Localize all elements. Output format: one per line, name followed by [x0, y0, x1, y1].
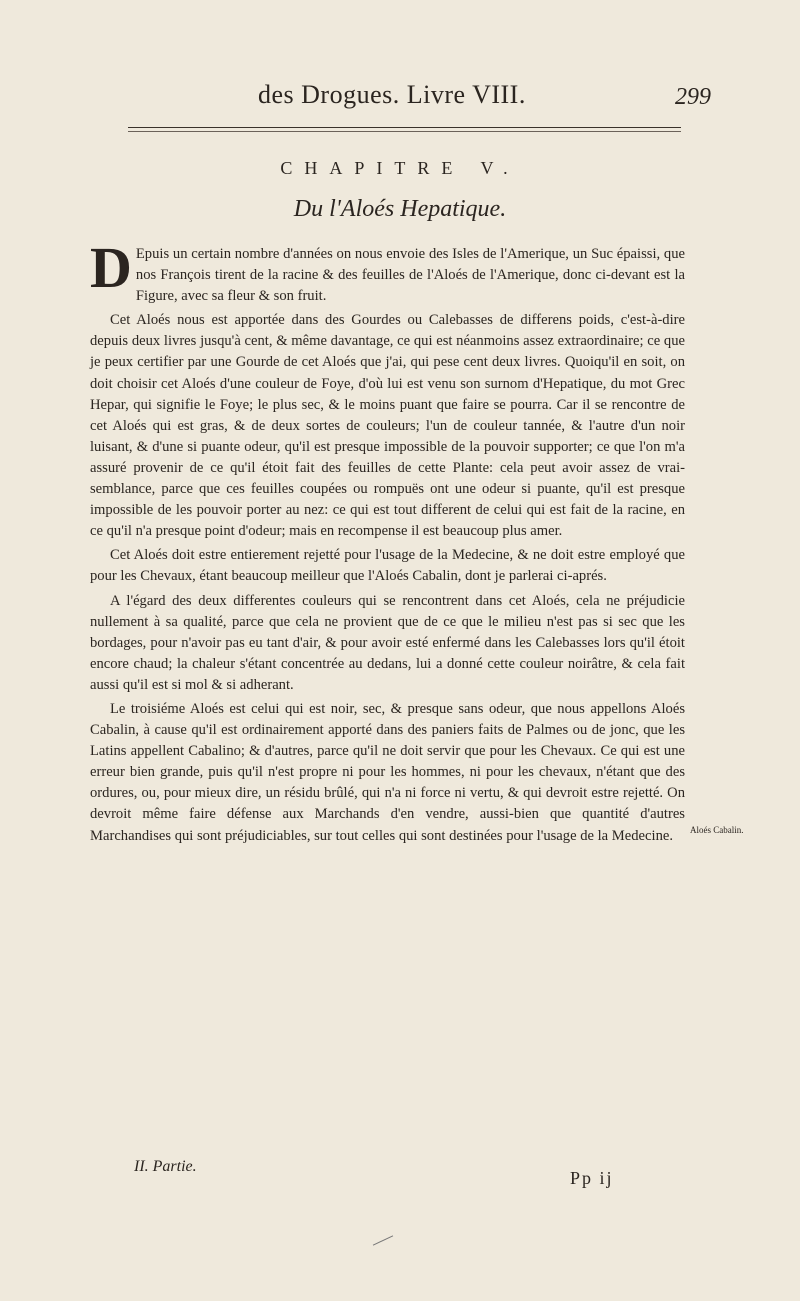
main-text	[90, 235, 685, 850]
part-signature: II. Partie.	[134, 1158, 197, 1175]
stray-mark	[373, 1235, 393, 1245]
paragraph: A l'égard des deux differentes couleurs qui se rencontrent dans cet Aloés, cela ne préjudicie nullement à sa qualité, parce que cela ne provient que de ce que le milieu n'est pas si sec que les bordages, pour n'avoir pas eu tant d'air, & pour avoir esté enfermé dans les Calebasses lors qu'il étoit encore chaud; la chaleur s'étant concentrée au dedans, lui a donné cette couleur noirâtre, & cela fait aussi qu'il est si mol & si adherant.	[90, 592, 685, 693]
paragraph	[90, 235, 685, 307]
chapter-title: Du l'Aloés Hepatique.	[293, 196, 507, 222]
margin-note: Aloés Cabalin.	[690, 825, 744, 835]
page-number: 299	[675, 84, 711, 110]
sheet-signature: Pp ij	[570, 1168, 614, 1188]
header-rule	[128, 127, 681, 128]
chapter-heading: CHAPITRE V.	[280, 158, 520, 178]
header-rule-thin	[128, 131, 681, 132]
paragraph-text: Epuis un certain nombre d'années on nous envoie des Isles de l'Amerique, un Suc épaissi, que nos François tirent de la racine & des feuilles de l'Aloés de l'Amerique, donc ci-devant est la Figure, avec sa fleur & son fruit.	[135, 246, 685, 305]
running-head: des Drogues. Livre VIII.	[258, 80, 526, 109]
paragraph: Cet Aloés nous est apportée dans des Gourdes ou Calebasses de differens poids, c'est-à-dire depuis deux livres jusqu'à cent, & même davantage, ce qui est néanmoins assez extraordinaire; ce que je peux certifier par une Gourde de cet Aloés que j'ai, qui pese cent deux livres. Quoiqu'il en soit, on doit choisir cet Aloés d'une couleur de Foye, d'où lui est venu son surnom d'Hepatique, du mot Grec Hepar, qui signifie le Foye; le plus sec, & le moins puant que faire se pourra. Car il se rencontre de cet Aloés qui est gras, & de deux sortes de couleurs; l'un de couleur tannée, & l'autre d'un noir luisant, & d'une si puante odeur, qu'il est presque impossible de la pouvoir supporter; ce que l'on m'a assuré provenir de ce qu'il étoit fait des feuilles de cette Plante: cela peut avoir assez de vrai-semblance, parce que ces feuilles coupées ou rompuës ont une odeur si puante, qu'il est presque impossible de les pouvoir porter au nez: ce qui est tout different de celui qui est fait de la racine, en ce qu'il n'a presque point d'odeur; mais en recompense il est beaucoup plus amer.	[90, 312, 685, 540]
paragraph: Cet Aloés doit estre entierement rejetté pour l'usage de la Medecine, & ne doit estre employé que pour les Chevaux, étant beaucoup meilleur que l'Aloés Cabalin, dont je parlerai ci-aprés.	[90, 547, 685, 585]
drop-capital: D	[90, 235, 132, 300]
paragraph: Le troisiéme Aloés est celui qui est noir, sec, & presque sans odeur, que nous appellons Aloés Cabalin, à cause qu'il est ordinairement apporté dans des paniers faits de Palmes ou de jonc, que les Latins appellent Cabalino; & d'autres, parce qu'il ne doit servir que pour les Chevaux. Ce qui est une erreur bien grande, puis qu'il n'est propre ni pour les hommes, ni pour les chevaux, n'étant que des ordures, ou, pour mieux dire, un résidu brûlé, qui n'a ni force ni vertu, & qui devroit estre rejetté. On devroit même faire défense aux Marchands d'en vendre, aussi-bien que quantité d'autres Marchandises qui sont préjudiciables, sur tout celles qui sont destinées pour l'usage de la Medecine.	[90, 700, 685, 844]
